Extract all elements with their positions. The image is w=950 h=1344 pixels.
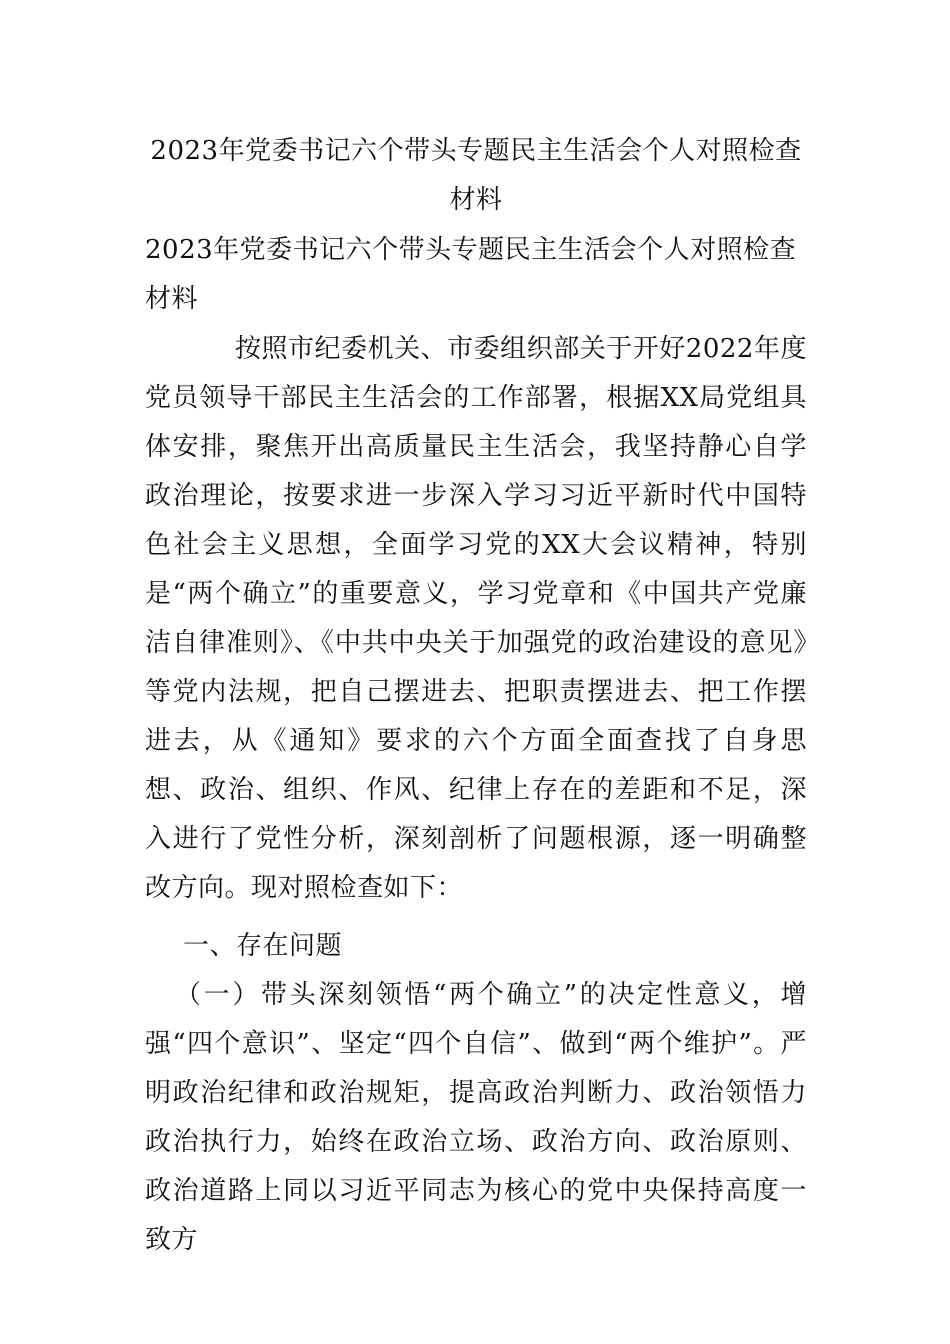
section-heading: 一、存在问题 <box>183 931 343 961</box>
document-title: 2023年党委书记六个带头专题民主生活会个人对照检查材料 <box>150 136 802 215</box>
section-paragraph: （一）带头深刻领悟“两个确立”的决定性意义，增强“四个意识”、坚定“四个自信”、做到“两个维护”。严明政治纪律和政治规矩，提高政治判断力、政治领悟力政治执行力，始终在政治立场、政治方向、政治原则、政治道路上同以习近平同志为核心的党中央保持高度一致方 <box>145 980 807 1255</box>
intro-paragraph: 按照市纪委机关、市委组织部关于开好2022年度党员领导干部民主生活会的工作部署，根据XX局党组具体安排，聚焦开出高质量民主生活会，我坚持静心自学政治理论，按要求进一步深入学习习近平新时代中国特色社会主义思想，全面学习党的XX大会议精神，特别是“两个确立”的重要意义，学习党章和《中国共产党廉洁自律准则》、《中共中央关于加强党的政治建设的意见》等党内法规，把自己摆进去、把职责摆进去、把工作摆进去，从《通知》要求的六个方面全面查找了自身思想、政治、组织、作风、纪律上存在的差距和不足，深入进行了党性分析，深刻剖析了问题根源，逐一明确整改方向。现对照检查如下： <box>145 334 807 903</box>
document-subtitle: 2023年党委书记六个带头专题民主生活会个人对照检查材料 <box>145 235 797 314</box>
